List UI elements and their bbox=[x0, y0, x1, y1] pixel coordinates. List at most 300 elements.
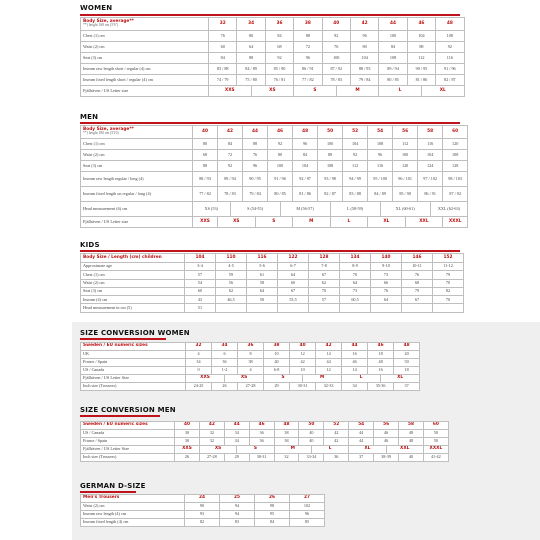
table-cell: 96 bbox=[290, 511, 325, 519]
table-row bbox=[81, 375, 420, 383]
table-cell: M bbox=[274, 446, 311, 454]
table-cell: 16 bbox=[342, 351, 368, 359]
table-cell: 80 bbox=[193, 139, 218, 150]
table-cell: 32 bbox=[209, 18, 237, 31]
table-cell: 40 bbox=[322, 18, 350, 31]
table-cell: 4 bbox=[186, 351, 212, 359]
table-row bbox=[81, 287, 464, 295]
table-cell: 40 bbox=[399, 454, 424, 462]
table-cell: L (58-59) bbox=[330, 202, 380, 217]
table-cell: 36 bbox=[249, 430, 274, 438]
table-cell: 58 bbox=[399, 422, 424, 430]
table-cell: 52 bbox=[343, 126, 368, 139]
table-cell: 134 bbox=[340, 254, 371, 263]
table-cell: 104 bbox=[185, 254, 216, 263]
table-cell: 84 bbox=[293, 150, 318, 161]
table-cell: 67 bbox=[278, 287, 309, 295]
table-cell: 92 bbox=[268, 139, 293, 150]
table-row bbox=[81, 202, 468, 217]
table-cell: 50 bbox=[247, 296, 278, 304]
table-cell: 110 bbox=[216, 254, 247, 263]
table-cell: 32 bbox=[274, 454, 299, 462]
table-cell: 46 bbox=[407, 18, 435, 31]
table-cell: L bbox=[379, 86, 422, 97]
table-cell: 60 bbox=[443, 126, 468, 139]
table-cell: 64 bbox=[237, 42, 265, 53]
table-cell: XL bbox=[381, 375, 420, 383]
table-cell: 36 bbox=[238, 343, 264, 351]
table-cell: 92 bbox=[343, 150, 368, 161]
table-cell: 86 / 91 bbox=[294, 64, 322, 75]
table-cell: 116 bbox=[436, 53, 464, 64]
table-cell: 38 bbox=[238, 359, 264, 367]
table-cell: 10 bbox=[290, 367, 316, 375]
table-cell: 24-25 bbox=[186, 383, 212, 391]
table-cell: 16 bbox=[368, 367, 394, 375]
table-cell: 91 / 96 bbox=[268, 172, 293, 187]
table-cell: 0 bbox=[186, 367, 212, 375]
table-cell: 37 bbox=[394, 383, 420, 391]
table-cell: 30 bbox=[175, 430, 200, 438]
table-cell: 70 bbox=[433, 296, 464, 304]
table-cell: 90 bbox=[185, 503, 220, 511]
table-cell: 35-36 bbox=[368, 383, 394, 391]
table-cell: 38 bbox=[274, 430, 299, 438]
table-cell: 82 bbox=[433, 287, 464, 295]
table-cell: 42 bbox=[218, 126, 243, 139]
table-cell: 46 bbox=[342, 359, 368, 367]
table-cell: 38 bbox=[294, 18, 322, 31]
table-cell: XS bbox=[225, 375, 264, 383]
table-cell: 76 bbox=[371, 287, 402, 295]
size-conversion-men-table bbox=[80, 421, 449, 462]
table-row bbox=[81, 263, 464, 271]
row-label: Fjällräven / US Letter size bbox=[81, 217, 193, 228]
table-cell: 58 bbox=[418, 126, 443, 139]
table-cell: 70 bbox=[309, 287, 340, 295]
table-cell: 88 bbox=[193, 161, 218, 172]
table-cell: 64 bbox=[278, 271, 309, 279]
table-cell: 46 bbox=[249, 422, 274, 430]
table-cell: 94 / 99 bbox=[343, 172, 368, 187]
table-cell: 88 / 93 bbox=[350, 64, 378, 75]
table-cell: 24 bbox=[185, 495, 220, 503]
table-cell: 44 bbox=[349, 438, 374, 446]
table-row bbox=[81, 126, 468, 139]
table-cell: 56 bbox=[216, 279, 247, 287]
row-label: Inch size (Trousers) bbox=[81, 454, 175, 462]
table-cell: 100 bbox=[379, 31, 407, 42]
table-cell: 85 / 90 bbox=[393, 187, 418, 202]
row-label: US / Canada bbox=[81, 430, 175, 438]
table-row bbox=[81, 86, 465, 97]
table-cell: 42 bbox=[199, 422, 224, 430]
table-cell: 4-5 bbox=[216, 263, 247, 271]
table-cell: 32-33 bbox=[316, 383, 342, 391]
table-cell: 32 bbox=[186, 343, 212, 351]
table-cell: 88 / 93 bbox=[193, 172, 218, 187]
table-row bbox=[81, 172, 468, 187]
table-cell: 60 bbox=[185, 287, 216, 295]
table-row bbox=[81, 254, 464, 263]
table-cell: 108 bbox=[436, 31, 464, 42]
table-cell: 36 bbox=[212, 359, 238, 367]
table-cell: 84 bbox=[255, 519, 290, 527]
table-cell: 46 bbox=[374, 430, 399, 438]
table-cell: 10 bbox=[264, 351, 290, 359]
table-cell: 86 / 91 bbox=[418, 187, 443, 202]
table-row bbox=[81, 495, 325, 503]
table-cell: 60,5 bbox=[340, 296, 371, 304]
row-label: Seat (3) cm bbox=[81, 53, 209, 64]
table-cell: 40 bbox=[193, 126, 218, 139]
table-cell: 42 bbox=[324, 438, 349, 446]
table-cell: 50 bbox=[318, 126, 343, 139]
row-label: Waist (2) cm bbox=[81, 503, 185, 511]
table-cell: 20 bbox=[394, 351, 420, 359]
table-cell: 116 bbox=[418, 139, 443, 150]
table-cell: 32 bbox=[199, 430, 224, 438]
table-cell: 60 bbox=[423, 422, 448, 430]
table-cell: XS (53) bbox=[193, 202, 231, 217]
table-cell: 89 / 94 bbox=[218, 172, 243, 187]
table-cell: 79 / 84 bbox=[350, 75, 378, 86]
table-cell: 116 bbox=[368, 161, 393, 172]
table-row bbox=[81, 296, 464, 304]
table-cell: 70 bbox=[340, 271, 371, 279]
table-cell: 92 bbox=[436, 42, 464, 53]
table-cell: 57 bbox=[185, 271, 216, 279]
table-cell: 94 bbox=[220, 503, 255, 511]
table-row bbox=[81, 75, 465, 86]
table-row bbox=[81, 271, 464, 279]
table-row bbox=[81, 150, 468, 161]
table-cell: 104 bbox=[418, 150, 443, 161]
table-cell: 48 bbox=[293, 126, 318, 139]
table-cell: 84 / 89 bbox=[237, 64, 265, 75]
table-cell: 40 bbox=[299, 430, 324, 438]
table-cell: 112 bbox=[407, 53, 435, 64]
row-label: Seat (3) cm bbox=[81, 161, 193, 172]
table-row bbox=[81, 187, 468, 202]
row-label: Sweden / EU numeric sizes bbox=[81, 422, 175, 430]
table-cell: 88 bbox=[237, 53, 265, 64]
table-cell: 50 bbox=[394, 359, 420, 367]
table-cell: 140 bbox=[371, 254, 402, 263]
table-cell: 76 bbox=[209, 31, 237, 42]
table-row bbox=[81, 446, 449, 454]
kids-size-table bbox=[80, 253, 464, 313]
table-row bbox=[81, 343, 420, 351]
table-cell: XXXL bbox=[423, 446, 448, 454]
table-cell: 122 bbox=[278, 254, 309, 263]
table-cell: 95 / 100 bbox=[368, 172, 393, 187]
table-cell: 36 bbox=[249, 438, 274, 446]
table-cell: M bbox=[303, 375, 342, 383]
row-label: US / Canada bbox=[81, 367, 186, 375]
row-label: Inseam fixed length (4) cm bbox=[81, 519, 185, 527]
table-cell: 18 bbox=[368, 351, 394, 359]
table-cell: XXXL bbox=[443, 217, 468, 228]
table-cell: 46 bbox=[368, 343, 394, 351]
table-cell: 14 bbox=[342, 367, 368, 375]
table-cell: 27-28 bbox=[238, 383, 264, 391]
table-cell: 96 bbox=[294, 53, 322, 64]
header-note: **) height 180 cm (5'10) bbox=[83, 131, 119, 136]
table-cell: 100 bbox=[393, 150, 418, 161]
table-cell: XL bbox=[349, 446, 386, 454]
table-cell: 34 bbox=[224, 438, 249, 446]
table-row bbox=[81, 42, 465, 53]
table-cell: 26 bbox=[212, 383, 238, 391]
table-cell: 7-8 bbox=[309, 263, 340, 271]
table-row bbox=[81, 139, 468, 150]
table-cell: 76 bbox=[402, 271, 433, 279]
table-cell: 40 bbox=[290, 343, 316, 351]
table-cell: 40 bbox=[264, 359, 290, 367]
table-cell: 34 bbox=[237, 18, 265, 31]
table-cell: 112 bbox=[393, 139, 418, 150]
table-cell: 88 bbox=[294, 31, 322, 42]
table-row bbox=[81, 279, 464, 287]
row-label: Inseam raw length regular / long (4) bbox=[81, 172, 193, 187]
table-cell: M bbox=[336, 86, 379, 97]
row-label bbox=[81, 18, 209, 31]
table-cell: 84 bbox=[379, 42, 407, 53]
table-cell: 82 bbox=[185, 519, 220, 527]
table-cell: 78 / 83 bbox=[218, 187, 243, 202]
table-cell: 60 bbox=[278, 279, 309, 287]
table-cell: 102 bbox=[290, 503, 325, 511]
table-cell: XXL (62-63) bbox=[430, 202, 468, 217]
header-label: Body Size, average** bbox=[83, 126, 134, 132]
table-cell: S bbox=[255, 217, 293, 228]
table-cell: 94 bbox=[220, 511, 255, 519]
row-label: Head measurement (6) cm bbox=[81, 202, 193, 217]
table-row bbox=[81, 367, 420, 375]
row-label: Seat (3) cm bbox=[81, 287, 185, 295]
row-label: Fjällräven / US Letter size bbox=[81, 86, 209, 97]
table-cell: 97 / 102 bbox=[418, 172, 443, 187]
table-cell: 50 bbox=[423, 438, 448, 446]
table-cell: 68 bbox=[193, 150, 218, 161]
table-cell: 18 bbox=[394, 367, 420, 375]
table-cell: 146 bbox=[402, 254, 433, 263]
table-cell: 88 bbox=[318, 150, 343, 161]
table-cell: 72 bbox=[294, 42, 322, 53]
row-label: Sweden / EU numeric sizes bbox=[81, 343, 186, 351]
table-cell: XXS bbox=[175, 446, 200, 454]
table-cell: 120 bbox=[393, 161, 418, 172]
table-cell: 90 / 95 bbox=[407, 64, 435, 75]
table-cell: 57 bbox=[309, 296, 340, 304]
table-cell: 38 bbox=[264, 343, 290, 351]
table-cell: 79 bbox=[402, 287, 433, 295]
table-cell: 100 bbox=[318, 139, 343, 150]
table-cell: 44 bbox=[243, 126, 268, 139]
table-cell: 44 bbox=[349, 430, 374, 438]
table-cell: 108 bbox=[443, 150, 468, 161]
table-cell: 64 bbox=[371, 296, 402, 304]
table-cell: 76 / 81 bbox=[265, 75, 293, 86]
table-cell: 84 bbox=[209, 53, 237, 64]
table-cell: 85 / 90 bbox=[265, 64, 293, 75]
table-cell: 80 bbox=[350, 42, 378, 53]
table-cell: 29 bbox=[264, 383, 290, 391]
table-cell: S bbox=[294, 86, 337, 97]
table-cell: 96 bbox=[293, 139, 318, 150]
table-cell: 100 bbox=[322, 53, 350, 64]
table-cell: 30 bbox=[175, 438, 200, 446]
table-cell: 92 / 97 bbox=[293, 172, 318, 187]
row-label: Inseam raw length short / regular (4) cm bbox=[81, 64, 209, 75]
table-row bbox=[81, 519, 325, 527]
table-cell: 79 / 84 bbox=[243, 187, 268, 202]
row-label: Inch size (Trousers) bbox=[81, 383, 186, 391]
table-cell: 92 bbox=[218, 161, 243, 172]
table-cell bbox=[371, 304, 402, 312]
table-cell: XXL bbox=[386, 446, 423, 454]
size-conversion-women-title: SIZE CONVERSION WOMEN bbox=[80, 329, 190, 337]
table-cell: 46,5 bbox=[216, 296, 247, 304]
table-cell: 96 / 101 bbox=[393, 172, 418, 187]
table-cell: 26 bbox=[255, 495, 290, 503]
table-row bbox=[81, 18, 465, 31]
table-row bbox=[81, 64, 465, 75]
table-row bbox=[81, 503, 325, 511]
table-cell: 44 bbox=[316, 359, 342, 367]
table-cell: 46 bbox=[374, 438, 399, 446]
table-row bbox=[81, 304, 464, 312]
table-cell: 54 bbox=[349, 422, 374, 430]
table-cell: 32 bbox=[199, 438, 224, 446]
german-title-underline bbox=[80, 491, 136, 493]
table-cell: 76 bbox=[243, 150, 268, 161]
table-cell bbox=[247, 304, 278, 312]
table-row bbox=[81, 161, 468, 172]
table-cell: 62 bbox=[309, 279, 340, 287]
table-cell: 50 bbox=[299, 422, 324, 430]
row-label: Waist (2) cm bbox=[81, 150, 193, 161]
table-cell: 51 bbox=[185, 304, 216, 312]
table-cell: 80 bbox=[237, 31, 265, 42]
row-label: France / Spain bbox=[81, 438, 175, 446]
table-cell: 84 / 89 bbox=[368, 187, 393, 202]
table-cell: 44 bbox=[379, 18, 407, 31]
table-cell: 62 bbox=[216, 287, 247, 295]
table-cell: 59 bbox=[216, 271, 247, 279]
table-cell bbox=[402, 304, 433, 312]
table-cell: 3-4 bbox=[185, 263, 216, 271]
table-cell: 27 bbox=[290, 495, 325, 503]
table-cell: 128 bbox=[309, 254, 340, 263]
table-cell: 53,5 bbox=[278, 296, 309, 304]
table-cell: 54 bbox=[185, 279, 216, 287]
table-cell: 8 bbox=[238, 351, 264, 359]
row-label: Inseam fixed length short / regular (4) cm bbox=[81, 75, 209, 86]
table-cell: XXS bbox=[209, 86, 252, 97]
table-cell: 108 bbox=[318, 161, 343, 172]
table-cell: 83 / 88 bbox=[209, 64, 237, 75]
table-cell: 48 bbox=[399, 430, 424, 438]
table-cell: 1-2 bbox=[212, 367, 238, 375]
row-label: Men's Trousers bbox=[81, 495, 185, 503]
row-label: Approximate age bbox=[81, 263, 185, 271]
table-cell: 64 bbox=[247, 287, 278, 295]
row-label: Fjällräven / US Letter Size bbox=[81, 375, 186, 383]
table-cell: 70 bbox=[433, 279, 464, 287]
table-cell: 30-31 bbox=[290, 383, 316, 391]
table-cell bbox=[309, 304, 340, 312]
women-title-underline bbox=[80, 14, 460, 16]
table-cell: 56 bbox=[393, 126, 418, 139]
table-cell: 30-31 bbox=[249, 454, 274, 462]
table-cell: XXS bbox=[193, 217, 218, 228]
table-cell: 84 bbox=[218, 139, 243, 150]
table-cell: 42 bbox=[316, 343, 342, 351]
table-cell: 60 bbox=[209, 42, 237, 53]
table-cell: 48 bbox=[394, 343, 420, 351]
table-cell: 77 / 82 bbox=[193, 187, 218, 202]
table-cell: 38-39 bbox=[374, 454, 399, 462]
table-cell: 120 bbox=[443, 139, 468, 150]
table-cell: 104 bbox=[293, 161, 318, 172]
table-cell: 104 bbox=[343, 139, 368, 150]
kids-title-underline bbox=[80, 250, 460, 252]
table-cell bbox=[278, 304, 309, 312]
table-cell: 4 bbox=[238, 367, 264, 375]
table-cell: 104 bbox=[350, 53, 378, 64]
row-label: Head measurement in cm (5) bbox=[81, 304, 185, 312]
table-cell: 112 bbox=[343, 161, 368, 172]
table-cell: XL (60-61) bbox=[380, 202, 430, 217]
table-cell: XS bbox=[251, 86, 294, 97]
table-cell: XS bbox=[199, 446, 236, 454]
table-cell: 116 bbox=[247, 254, 278, 263]
men-title: MEN bbox=[80, 113, 99, 121]
table-cell: 74 / 79 bbox=[209, 75, 237, 86]
table-cell: 50 bbox=[423, 430, 448, 438]
table-cell: 90 / 95 bbox=[243, 172, 268, 187]
table-cell: 108 bbox=[379, 53, 407, 64]
table-cell: 96 bbox=[368, 150, 393, 161]
table-cell: 54 bbox=[368, 126, 393, 139]
table-cell: 42 bbox=[324, 430, 349, 438]
table-cell: 98 bbox=[255, 503, 290, 511]
table-cell: 84 bbox=[265, 31, 293, 42]
table-cell: 67 bbox=[402, 296, 433, 304]
table-row bbox=[81, 217, 468, 228]
row-label bbox=[81, 126, 193, 139]
table-cell: 27-28 bbox=[199, 454, 224, 462]
table-cell: 44 bbox=[224, 422, 249, 430]
table-cell: 48 bbox=[436, 18, 464, 31]
kids-title: KIDS bbox=[80, 241, 100, 249]
table-cell: 41-42 bbox=[423, 454, 448, 462]
table-cell: 68 bbox=[402, 279, 433, 287]
table-cell: XXL bbox=[405, 217, 443, 228]
table-cell: 48 bbox=[368, 359, 394, 367]
table-cell: 82 / 87 bbox=[436, 75, 464, 86]
table-cell: 73 bbox=[371, 271, 402, 279]
table-cell bbox=[216, 304, 247, 312]
row-label: Fjällräven / US Letter Size bbox=[81, 446, 175, 454]
table-cell: 83 / 88 bbox=[343, 187, 368, 202]
table-cell: 5-6 bbox=[247, 263, 278, 271]
table-cell: 87 / 92 bbox=[443, 187, 468, 202]
table-cell: 48 bbox=[274, 422, 299, 430]
table-row bbox=[81, 31, 465, 42]
